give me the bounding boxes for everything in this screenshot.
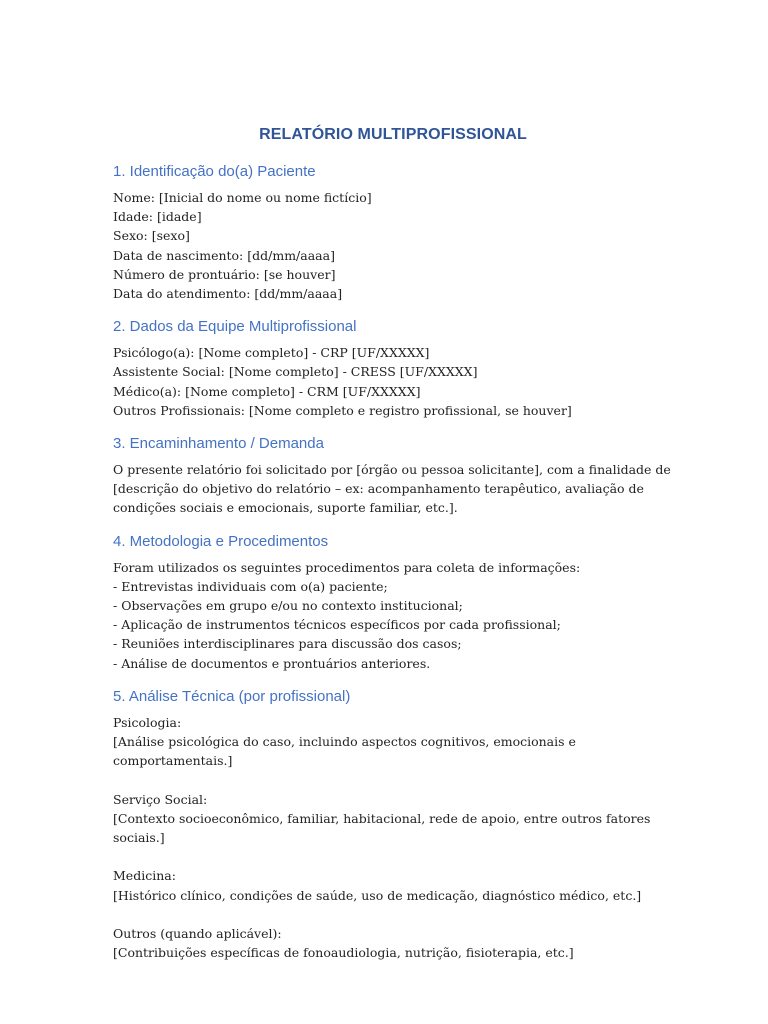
document-title: RELATÓRIO MULTIPROFISSIONAL <box>259 126 527 143</box>
list-item: - Reuniões interdisciplinares para discussão dos casos; <box>113 636 462 652</box>
paragraph-line: sociais.] <box>113 830 165 846</box>
field-birth-date: Data de nascimento: [dd/mm/aaaa] <box>113 247 335 263</box>
list-item: - Aplicação de instrumentos técnicos específicos por cada profissional; <box>113 617 561 633</box>
paragraph-line: condições sociais e emocionais, suporte familiar, etc.]. <box>113 500 458 516</box>
section-patient-identification <box>113 162 673 303</box>
list-item: - Observações em grupo e/ou no contexto institucional; <box>113 598 463 614</box>
paragraph-line: Foram utilizados os seguintes procedimentos para coleta de informações: <box>113 559 581 575</box>
section-methodology <box>113 532 673 673</box>
section-heading: 5. Análise Técnica (por profissional) <box>113 687 351 705</box>
section-referral-demand <box>113 434 673 518</box>
field-sex: Sexo: [sexo] <box>113 228 190 244</box>
blank-line <box>113 905 673 924</box>
blank-line <box>113 770 673 789</box>
section-heading: 3. Encaminhamento / Demanda <box>113 435 324 453</box>
blank-line <box>113 847 673 866</box>
field-physician: Médico(a): [Nome completo] - CRM [UF/XXXXX] <box>113 383 421 399</box>
field-service-date: Data do atendimento: [dd/mm/aaaa] <box>113 286 343 302</box>
paragraph-line: [Contexto socioeconômico, familiar, habitacional, rede de apoio, entre outros fatores <box>113 810 651 826</box>
paragraph-line: [descrição do objetivo do relatório – ex: acompanhamento terapêutico, avaliação de <box>113 481 644 497</box>
subsection-label: Serviço Social: <box>113 791 208 807</box>
paragraph-line: [Histórico clínico, condições de saúde, uso de medicação, diagnóstico médico, etc.] <box>113 887 642 903</box>
section-technical-analysis <box>113 687 673 963</box>
field-name: Nome: [Inicial do nome ou nome fictício] <box>113 190 372 205</box>
document-body <box>113 124 673 976</box>
field-social-worker: Assistente Social: [Nome completo] - CRESS [UF/XXXXX] <box>113 364 478 380</box>
list-item: - Entrevistas individuais com o(a) paciente; <box>113 578 388 594</box>
field-psychologist: Psicólogo(a): [Nome completo] - CRP [UF/XXXXX] <box>113 345 430 361</box>
list-item: - Análise de documentos e prontuários anteriores. <box>113 655 431 671</box>
section-heading: 2. Dados da Equipe Multiprofissional <box>113 318 357 336</box>
field-other-professionals: Outros Profissionais: [Nome completo e registro profissional, se houver] <box>113 402 572 418</box>
paragraph-line: [Contribuições específicas de fonoaudiologia, nutrição, fisioterapia, etc.] <box>113 945 574 961</box>
field-record-number: Número de prontuário: [se houver] <box>113 266 336 282</box>
field-age: Idade: [idade] <box>113 209 202 225</box>
subsection-label: Psicologia: <box>113 714 182 730</box>
paragraph-line: O presente relatório foi solicitado por [órgão ou pessoa solicitante], com a finalidade de <box>113 462 671 478</box>
section-team-data <box>113 317 673 420</box>
paragraph-line: [Análise psicológica do caso, incluindo aspectos cognitivos, emocionais e comportamentais.] <box>113 734 580 769</box>
subsection-label: Medicina: <box>113 868 176 884</box>
section-heading: 1. Identificação do(a) Paciente <box>113 163 316 180</box>
subsection-label: Outros (quando aplicável): <box>113 926 282 942</box>
section-heading: 4. Metodologia e Procedimentos <box>113 532 329 550</box>
